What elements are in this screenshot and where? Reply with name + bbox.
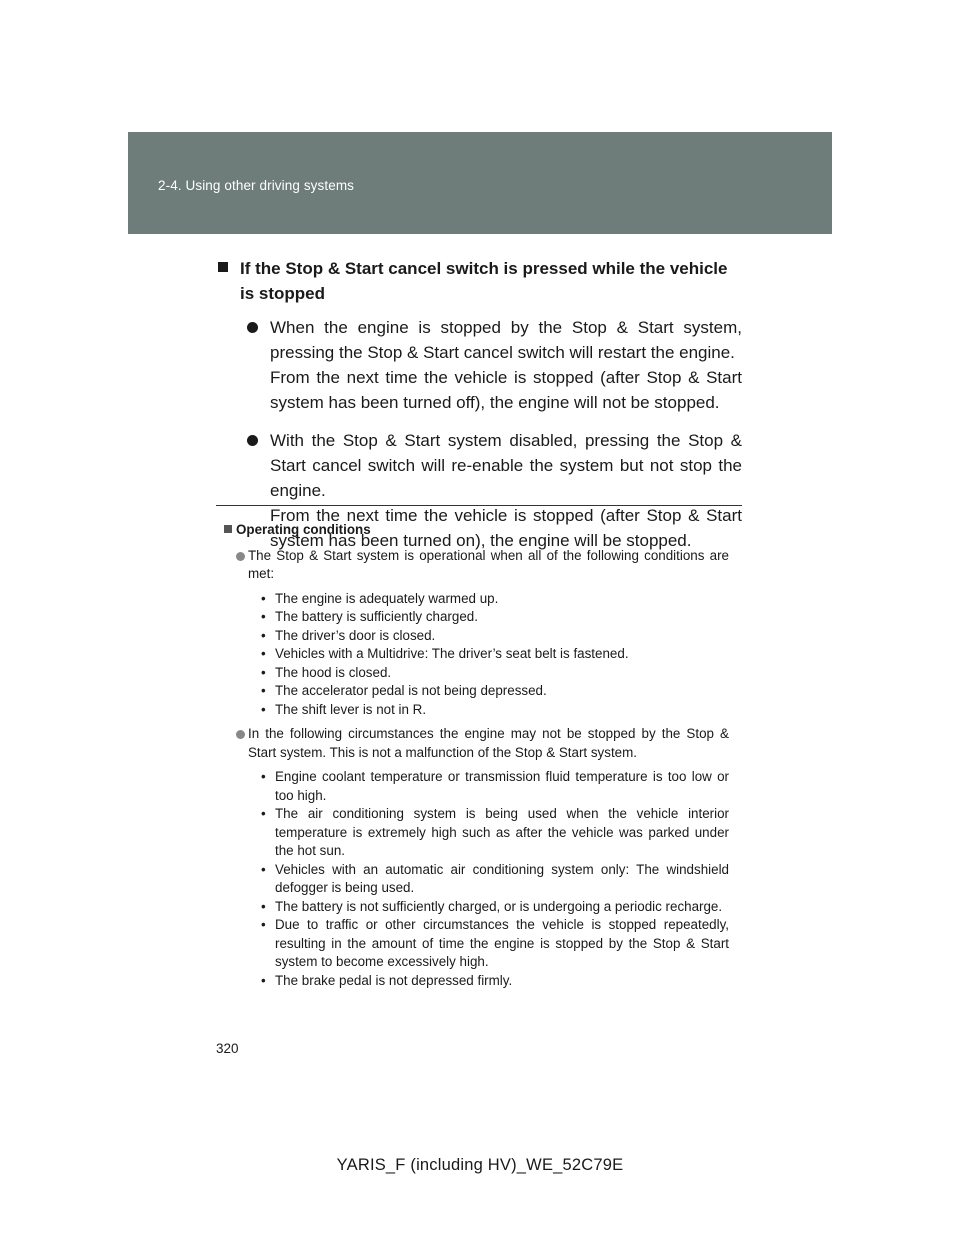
list-item bbox=[224, 547, 729, 584]
list-item: • Vehicles with a Multidrive: The driver’s seat belt is fastened. bbox=[261, 645, 729, 664]
note-text: In the following circumstances the engine may not be stopped by the Stop & Start system. This is not a malfunction of the Stop & Start system. bbox=[248, 726, 729, 760]
list-item: • The battery is sufficiently charged. bbox=[261, 608, 729, 627]
square-bullet-icon bbox=[218, 262, 228, 272]
list-item: • The shift lever is not in R. bbox=[261, 701, 729, 720]
bullet-text: When the engine is stopped by the Stop & Start system, pressing the Stop & Start cancel switch will restart the engine. bbox=[270, 318, 742, 362]
list-item bbox=[216, 315, 742, 415]
bullet-text: From the next time the vehicle is stopped (after Stop & Start system has been turned off), the engine will not be stopped. bbox=[270, 368, 742, 412]
list-item: • The hood is closed. bbox=[261, 664, 729, 683]
list-item: • Vehicles with an automatic air conditioning system only: The windshield defogger is being used. bbox=[261, 861, 729, 898]
section-divider bbox=[216, 505, 742, 506]
page-number: 320 bbox=[216, 1041, 239, 1056]
round-bullet-icon bbox=[247, 322, 258, 333]
list-item: • The air conditioning system is being used when the vehicle interior temperature is extremely high such as after the vehicle was parked under the hot sun. bbox=[261, 805, 729, 861]
notes-heading bbox=[224, 521, 729, 540]
notes-heading-text: Operating conditions bbox=[236, 522, 371, 537]
list-item: • The driver’s door is closed. bbox=[261, 627, 729, 646]
list-item bbox=[224, 725, 729, 762]
list-item: • The brake pedal is not depressed firmly. bbox=[261, 972, 729, 991]
main-heading bbox=[216, 256, 742, 306]
circumstance-list bbox=[224, 768, 729, 990]
bullet-text: From the next time the vehicle is stopped (after Stop & Start system has been turned on), the engine will be stopped. bbox=[270, 506, 742, 550]
main-heading-text: If the Stop & Start cancel switch is pressed while the vehicle is stopped bbox=[240, 259, 728, 303]
round-bullet-icon bbox=[236, 552, 245, 561]
condition-list bbox=[224, 590, 729, 720]
list-item: • The accelerator pedal is not being depressed. bbox=[261, 682, 729, 701]
round-bullet-icon bbox=[247, 435, 258, 446]
document-code: YARIS_F (including HV)_WE_52C79E bbox=[336, 1156, 624, 1174]
list-item: • Engine coolant temperature or transmission fluid temperature is too low or too high. bbox=[261, 768, 729, 805]
list-item: • Due to traffic or other circumstances the vehicle is stopped repeatedly, resulting in the amount of time the engine is stopped by the Stop & Start system to become excessively high. bbox=[261, 916, 729, 972]
list-item: • The battery is not sufficiently charged, or is undergoing a periodic recharge. bbox=[261, 898, 729, 917]
square-bullet-icon bbox=[224, 525, 232, 533]
round-bullet-icon bbox=[236, 730, 245, 739]
main-section bbox=[216, 256, 742, 566]
section-title: 2-4. Using other driving systems bbox=[158, 178, 355, 193]
note-text: The Stop & Start system is operational when all of the following conditions are met: bbox=[248, 547, 729, 581]
notes-section bbox=[224, 521, 729, 996]
list-item: • The engine is adequately warmed up. bbox=[261, 590, 729, 609]
bullet-text: With the Stop & Start system disabled, pressing the Stop & Start cancel switch will re-enable the system but not stop the engine. bbox=[270, 431, 742, 500]
section-header-band bbox=[128, 132, 832, 234]
